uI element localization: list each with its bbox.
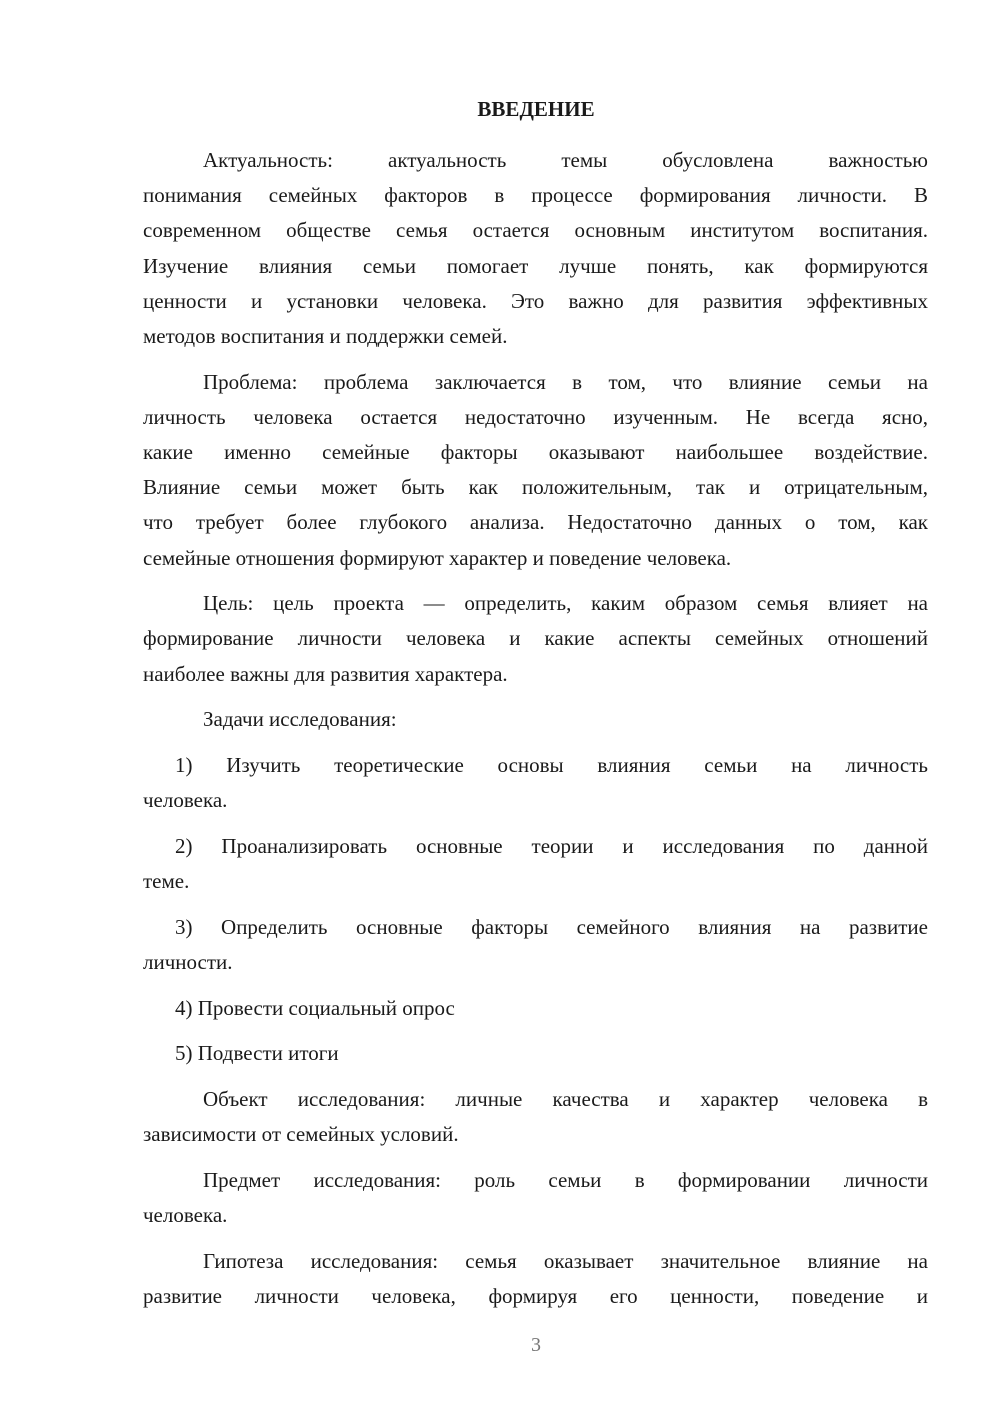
- paragraph: [143, 1244, 928, 1314]
- text-line: развитие личности человека, формируя его ценности, поведение и: [143, 1283, 928, 1308]
- text-line: личность человека остается недостаточно изученным. Не всегда ясно,: [143, 404, 928, 429]
- text-line: человека.: [143, 788, 228, 813]
- text-line: наиболее важны для развития характера.: [143, 661, 508, 686]
- text-line: 3) Определить основные факторы семейного влияния на развитие: [175, 914, 928, 939]
- paragraph: [143, 829, 928, 899]
- paragraph: [143, 143, 928, 354]
- text-line: Объект исследования: личные качества и характер человека в: [203, 1087, 928, 1111]
- text-line: Проблема: проблема заключается в том, что влияние семьи на: [203, 369, 928, 394]
- text-line: какие именно семейные факторы оказывают наибольшее воздействие.: [143, 440, 928, 464]
- paragraph: [143, 991, 928, 1026]
- paragraph: [143, 586, 928, 692]
- text-line: 1) Изучить теоретические основы влияния семьи на личность: [175, 753, 928, 777]
- paragraph: [143, 1036, 928, 1071]
- text-line: Актуальность: актуальность темы обусловлена важностью: [203, 148, 928, 172]
- text-line: 5) Подвести итоги: [175, 1041, 339, 1066]
- text-line: зависимости от семейных условий.: [143, 1122, 459, 1147]
- paragraph: [143, 1082, 928, 1152]
- text-line: современном обществе семья остается основным институтом воспитания.: [143, 218, 928, 243]
- text-line: человека.: [143, 1203, 228, 1228]
- text-line: Изучение влияния семьи помогает лучше понять, как формируются: [143, 253, 928, 278]
- text-line: Влияние семьи может быть как положительным, так и отрицательным,: [143, 475, 928, 500]
- paragraph: [143, 365, 928, 576]
- page-number: 3: [531, 1334, 541, 1356]
- section-title: ВВЕДЕНИЕ: [477, 97, 595, 121]
- document-body: [143, 143, 928, 1325]
- text-line: теме.: [143, 869, 190, 894]
- text-line: формирование личности человека и какие аспекты семейных отношений: [143, 626, 928, 651]
- text-line: что требует более глубокого анализа. Недостаточно данных о том, как: [143, 510, 928, 535]
- text-line: семейные отношения формируют характер и поведение человека.: [143, 545, 732, 570]
- text-line: личности.: [143, 949, 233, 974]
- text-line: понимания семейных факторов в процессе формирования личности. В: [143, 183, 928, 208]
- text-line: ценности и установки человека. Это важно для развития эффективных: [143, 288, 928, 313]
- paragraph: [143, 1163, 928, 1233]
- paragraph: [143, 748, 928, 818]
- text-line: Гипотеза исследования: семья оказывает значительное влияние на: [203, 1248, 928, 1273]
- text-line: Предмет исследования: роль семьи в формировании личности: [203, 1167, 928, 1192]
- text-line: 4) Провести социальный опрос: [175, 995, 455, 1020]
- text-line: методов воспитания и поддержки семей.: [143, 323, 508, 348]
- text-line: 2) Проанализировать основные теории и исследования по данной: [175, 833, 928, 858]
- text-line: Цель: цель проекта — определить, каким образом семья влияет на: [203, 591, 928, 616]
- paragraph: [143, 910, 928, 980]
- paragraph: [143, 702, 928, 737]
- text-line: Задачи исследования:: [203, 707, 397, 732]
